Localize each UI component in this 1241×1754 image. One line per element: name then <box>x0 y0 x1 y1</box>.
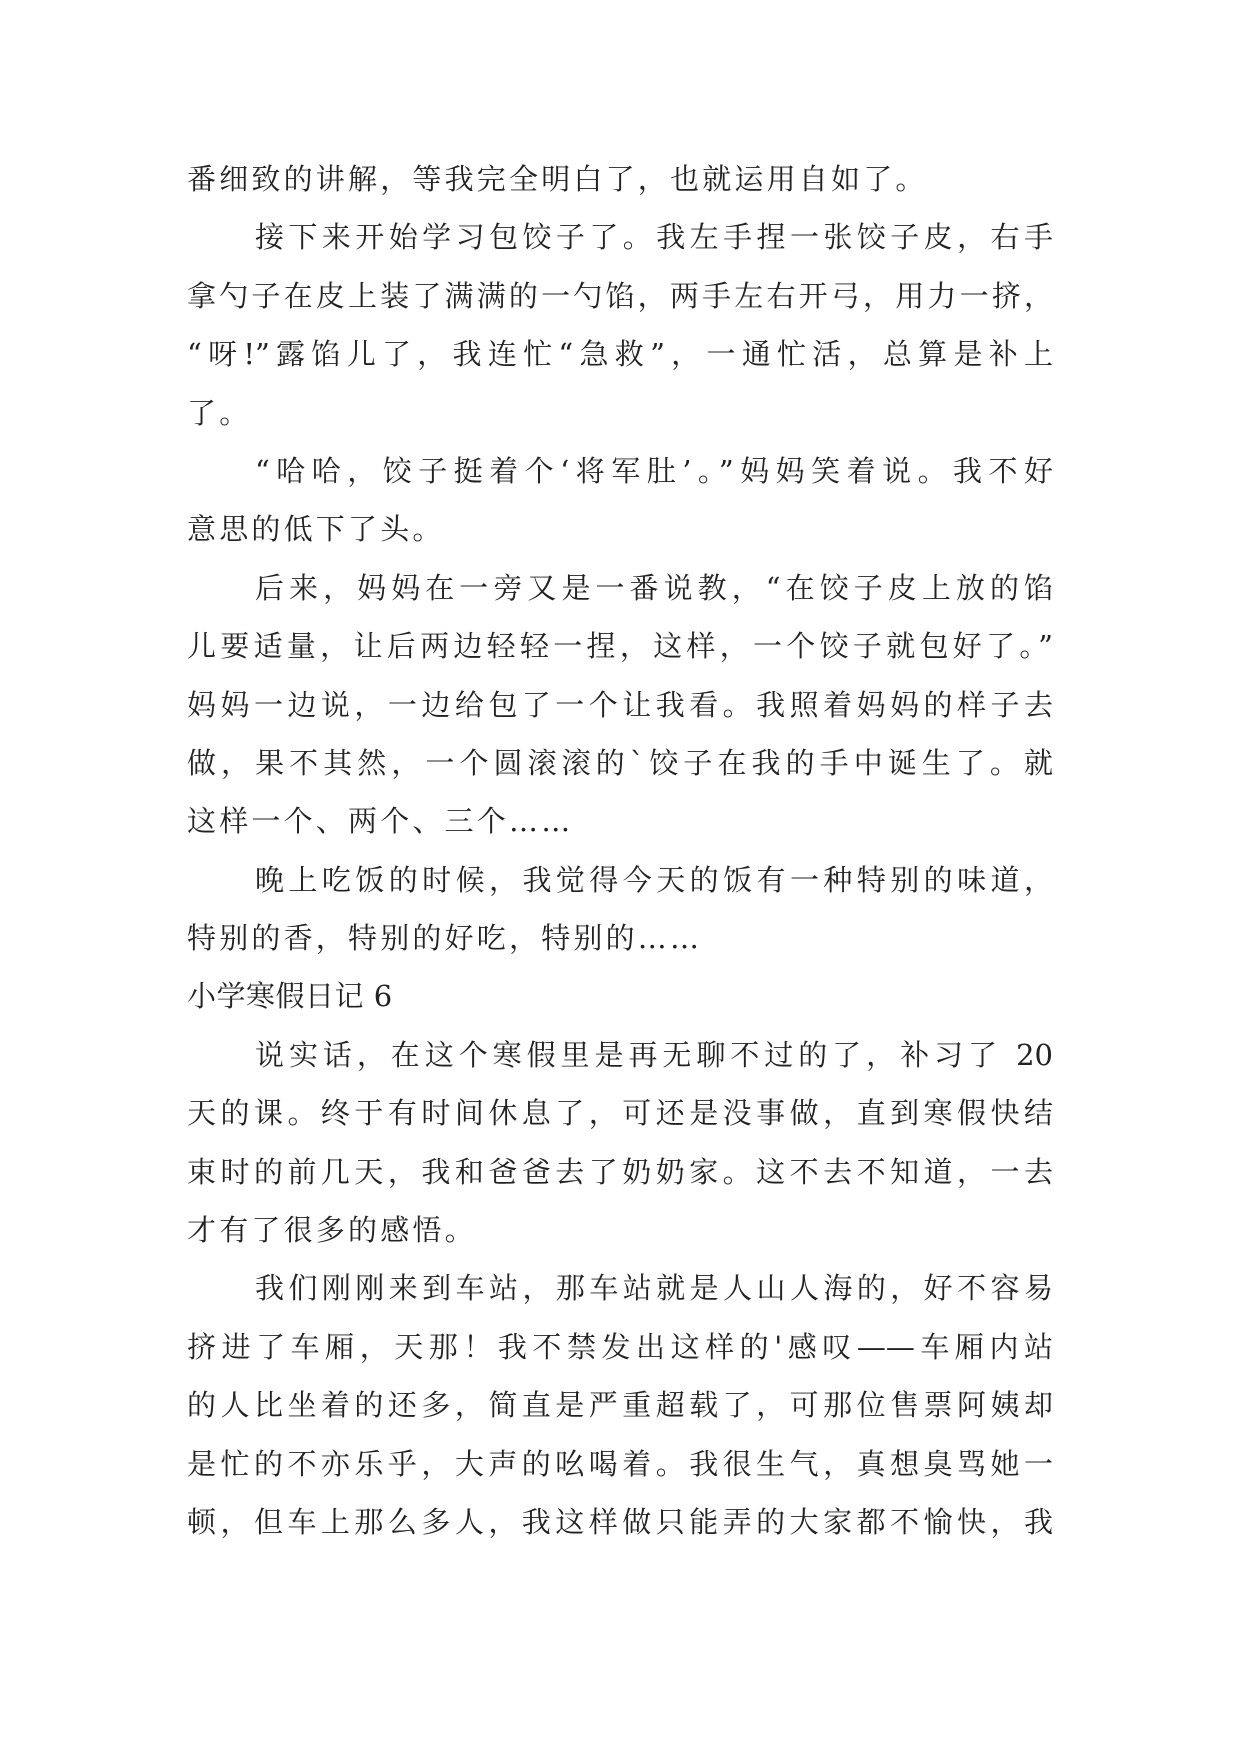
text-line: 拿勺子在皮上装了满满的一勺馅，两手左右开弓，用力一挤， <box>187 278 1053 313</box>
text-line: “呀!”露馅儿了，我连忙“急救”，一通忙活，总算是补上 <box>187 337 1053 372</box>
text-line: 的人比坐着的还多，简直是严重超载了，可那位售票阿姨却 <box>187 1388 1053 1423</box>
paragraph-start-line: 晚上吃饭的时候，我觉得今天的饭有一种特别的味道， <box>255 862 1053 897</box>
paragraph-start-line: 后来，妈妈在一旁又是一番说教，“在饺子皮上放的馅 <box>255 570 1053 605</box>
paragraph-start-line: 说实话，在这个寒假里是再无聊不过的了，补习了 20 <box>255 1037 1053 1072</box>
text-line: 了。 <box>187 395 252 430</box>
text-line: 是忙的不亦乐乎，大声的吆喝着。我很生气，真想臭骂她一 <box>187 1446 1053 1481</box>
paragraph-start-line: 接下来开始学习包饺子了。我左手捏一张饺子皮，右手 <box>255 220 1053 255</box>
text-line: 这样一个、两个、三个…… <box>187 804 574 839</box>
text-line: 顿，但车上那么多人，我这样做只能弄的大家都不愉快，我 <box>187 1504 1053 1539</box>
text-line: 做，果不其然，一个圆滚滚的`饺子在我的手中诞生了。就 <box>187 745 1053 780</box>
section-heading: 小学寒假日记 6 <box>187 979 393 1014</box>
text-line: 妈妈一边说，一边给包了一个让我看。我照着妈妈的样子去 <box>187 687 1053 722</box>
text-line: 番细致的讲解，等我完全明白了，也就运用自如了。 <box>187 162 928 196</box>
text-line: 挤进了车厢，天那！我不禁发出这样的'感叹——车厢内站 <box>187 1329 1053 1364</box>
text-line: 特别的香，特别的好吃，特别的…… <box>187 921 703 956</box>
text-line: 才有了很多的感悟。 <box>187 1213 477 1248</box>
text-line: 儿要适量，让后两边轻轻一捏，这样，一个饺子就包好了。” <box>187 629 1053 664</box>
paragraph-start-line: “哈哈，饺子挺着个‘将军肚’。”妈妈笑着说。我不好 <box>255 453 1053 488</box>
text-line: 束时的前几天，我和爸爸去了奶奶家。这不去不知道，一去 <box>187 1154 1053 1189</box>
document-body <box>187 150 1053 1551</box>
paragraph-start-line: 我们刚刚来到车站，那车站就是人山人海的，好不容易 <box>255 1271 1053 1306</box>
text-line: 意思的低下了头。 <box>187 512 445 547</box>
text-line: 天的课。终于有时间休息了，可还是没事做，直到寒假快结 <box>187 1096 1053 1131</box>
